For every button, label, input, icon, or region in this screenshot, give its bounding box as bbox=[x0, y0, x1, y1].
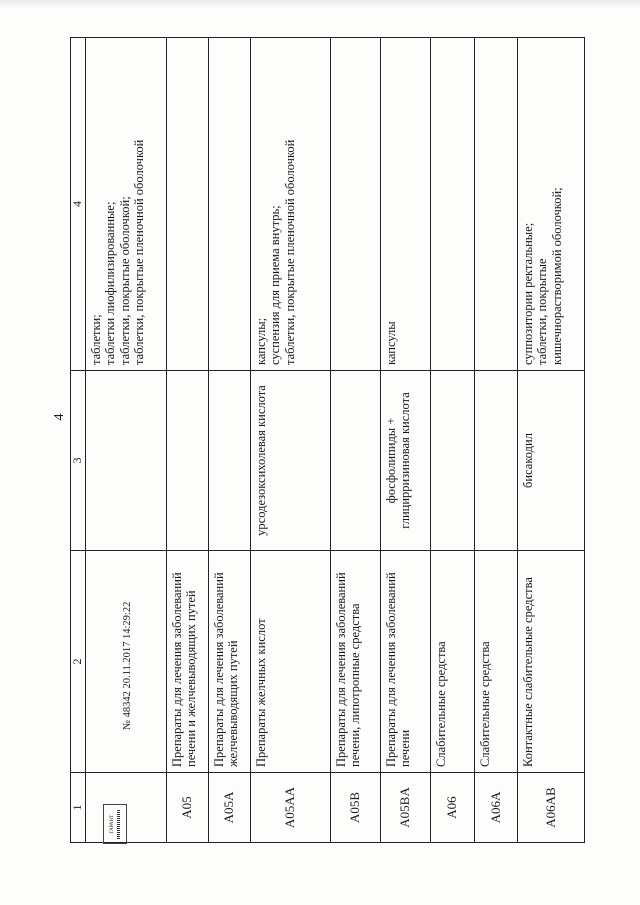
dosage-form-line: таблетки, покрытые пленочной оболочкой bbox=[282, 139, 297, 365]
atc-code-cell: A06A bbox=[475, 773, 518, 843]
table-row bbox=[431, 38, 475, 843]
page-number: 4 bbox=[52, 413, 67, 421]
table-row bbox=[381, 38, 431, 843]
group-name-cell: Препараты для лечения заболеваний печени bbox=[381, 551, 431, 773]
atc-code-cell: A06 bbox=[431, 773, 475, 843]
dosage-form-line: капсулы bbox=[384, 321, 398, 365]
dosage-form-line: таблетки, покрытые пленочной оболочкой bbox=[132, 139, 147, 365]
table-row bbox=[475, 38, 518, 843]
substance-cell bbox=[331, 371, 381, 551]
seal-barcode bbox=[117, 809, 120, 839]
table-row bbox=[209, 38, 251, 843]
table-row bbox=[167, 38, 209, 843]
header-col-2: 2 bbox=[71, 551, 86, 773]
substance-cell: бисакодил bbox=[518, 371, 585, 551]
dosage-form-line: таблетки, покрытые оболочкой; bbox=[117, 196, 132, 365]
table-row bbox=[518, 38, 585, 843]
dosage-form-line: суспензия для приема внутрь; bbox=[268, 205, 283, 365]
dosage-forms-cell bbox=[431, 38, 475, 371]
dosage-forms-cell bbox=[167, 38, 209, 371]
dosage-forms-cell bbox=[209, 38, 251, 371]
table-body bbox=[86, 38, 585, 843]
dosage-form-line: суппозитории ректальные; bbox=[521, 222, 535, 365]
atc-code-cell: A05 bbox=[167, 773, 209, 843]
substance-cell bbox=[209, 371, 251, 551]
header-col-3: 3 bbox=[71, 371, 86, 551]
substance-cell bbox=[86, 371, 167, 551]
substance-cell: фосфолипиды + глицирризиновая кислота bbox=[381, 371, 431, 551]
group-name-cell: Препараты для лечения заболеваний желчевыводящих путей bbox=[209, 551, 251, 773]
substance-cell bbox=[431, 371, 475, 551]
rotated-document bbox=[70, 38, 583, 843]
atc-code-cell: A05A bbox=[209, 773, 251, 843]
dosage-forms-cell bbox=[475, 38, 518, 371]
table-row bbox=[251, 38, 331, 843]
document-stamp-footer: № 48342 20.11.2017 14:29:22 bbox=[122, 601, 133, 730]
dosage-form-line: капсулы; bbox=[254, 317, 268, 365]
atc-code-cell: A06AB bbox=[518, 773, 585, 843]
group-name-cell: Препараты для лечения заболеваний печени, липотропные средства bbox=[331, 551, 381, 773]
dosage-form-line: кишечнорастворимой оболочкой; bbox=[549, 187, 564, 365]
drug-list-table bbox=[70, 37, 585, 843]
dosage-forms-cell bbox=[518, 38, 585, 371]
table-row bbox=[331, 38, 381, 843]
substance-cell bbox=[475, 371, 518, 551]
substance-cell bbox=[167, 371, 209, 551]
substance-cell: урсодезоксихолевая кислота bbox=[251, 371, 331, 551]
seal-text: ГАРАНТ bbox=[110, 814, 116, 834]
dosage-forms-cell bbox=[381, 38, 431, 371]
dosage-form-line: таблетки, покрытые bbox=[535, 258, 550, 365]
garant-seal-icon bbox=[103, 804, 127, 844]
atc-code-cell: A05AA bbox=[251, 773, 331, 843]
dosage-forms-cell bbox=[331, 38, 381, 371]
atc-code-cell: A05BA bbox=[381, 773, 431, 843]
group-name-cell: Контактные слабительные средства bbox=[518, 551, 585, 773]
dosage-form-line: таблетки; bbox=[89, 314, 103, 365]
table-header-row bbox=[71, 38, 86, 843]
dosage-form-line: таблетки лиофилизированные; bbox=[103, 201, 118, 365]
scan-shadow bbox=[0, 0, 640, 8]
dosage-forms-cell bbox=[251, 38, 331, 371]
group-name-cell: Препараты для лечения заболеваний печени и желчевыводящих путей bbox=[167, 551, 209, 773]
header-col-1: 1 bbox=[71, 773, 86, 843]
header-col-4: 4 bbox=[71, 38, 86, 371]
dosage-forms-cell bbox=[86, 38, 167, 371]
group-name-cell: Препараты желчных кислот bbox=[251, 551, 331, 773]
group-name-cell: Слабительные средства bbox=[431, 551, 475, 773]
group-name-cell: Слабительные средства bbox=[475, 551, 518, 773]
atc-code-cell: A05B bbox=[331, 773, 381, 843]
